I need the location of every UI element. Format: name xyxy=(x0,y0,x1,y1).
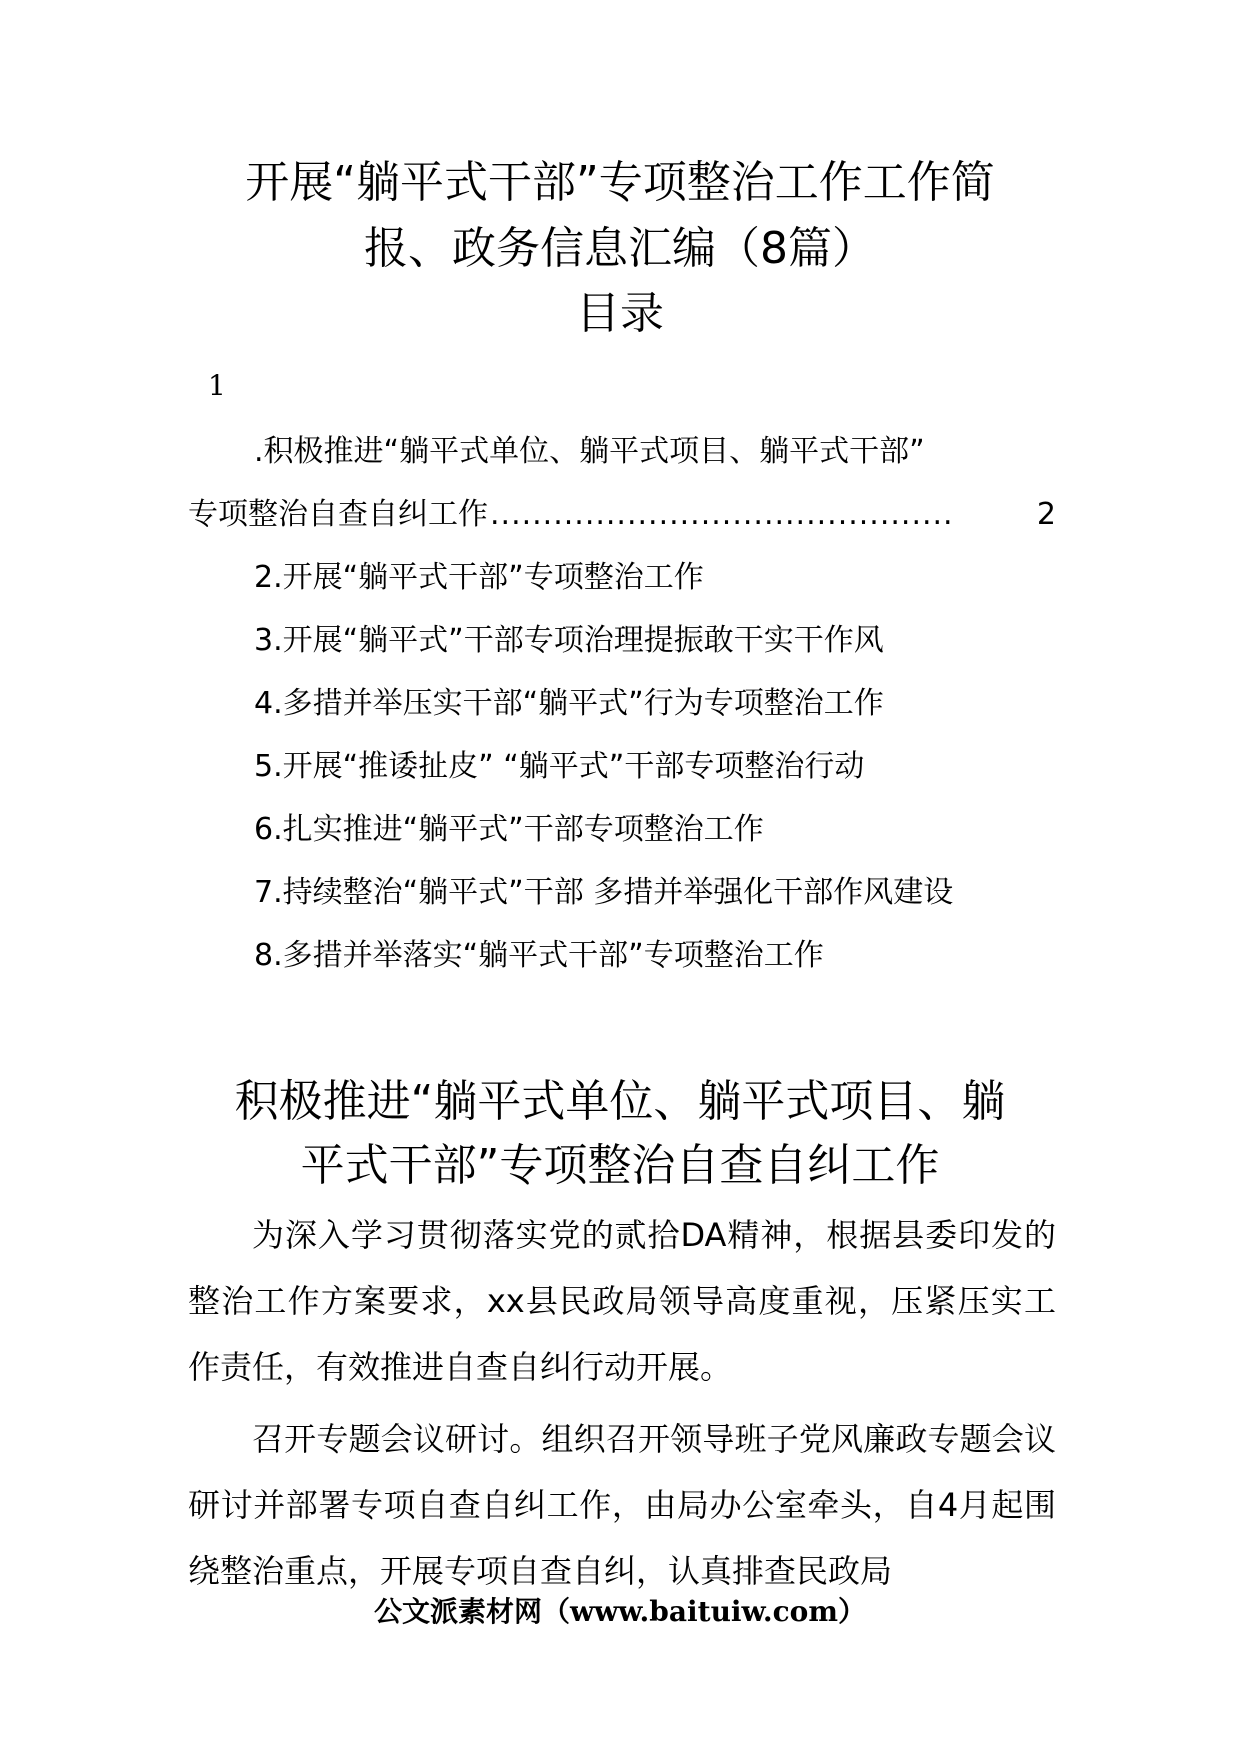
toc-item-5[interactable]: 5.开展“推诿扯皮” “躺平式”干部专项整治行动 xyxy=(254,749,865,784)
table-of-contents xyxy=(188,420,1056,987)
toc-heading: 目录 xyxy=(576,288,664,339)
toc-item-2[interactable]: 2.开展“躺平式干部”专项整治工作 xyxy=(254,560,704,595)
toc-item-1-leader-row xyxy=(188,483,1056,546)
toc-item-4[interactable]: 4.多措并举压实干部“躺平式”行为专项整治工作 xyxy=(254,686,884,721)
document-title-line2: 报、政务信息汇编（8篇） xyxy=(364,223,876,274)
toc-item-7[interactable]: 7.持续整治“躺平式”干部 多措并举强化干部作风建设 xyxy=(254,875,954,910)
article-title-line2: 平式干部”专项整治自查自纠工作 xyxy=(300,1140,940,1191)
toc-item-1-line1: .积极推进“躺平式单位、躺平式项目、躺平式干部” xyxy=(254,434,925,469)
toc-number-label: 1 xyxy=(208,369,226,402)
toc-item-1[interactable] xyxy=(188,420,1056,546)
toc-page-number: 2 xyxy=(1036,497,1056,532)
footer-watermark: 公文派素材网（www.baituiw.com） xyxy=(374,1595,866,1628)
body-paragraph: 为深入学习贯彻落实党的贰拾DA精神，根据县委印发的整治工作方案要求，xx县民政局领导高度重视，压紧压实工作责任，有效推进自查自纠行动开展。 xyxy=(188,1216,1056,1386)
toc-item-1-line2: 专项整治自查自纠工作 xyxy=(188,497,488,532)
toc-leader-dots: ............................................ xyxy=(490,497,954,532)
toc-item-6[interactable]: 6.扎实推进“躺平式”干部专项整治工作 xyxy=(254,812,764,847)
article-body xyxy=(188,1202,1056,1610)
toc-item-3[interactable]: 3.开展“躺平式”干部专项治理提振敢干实干作风 xyxy=(254,623,884,658)
article-title-line1: 积极推进“躺平式单位、躺平式项目、躺 xyxy=(234,1076,1006,1127)
body-paragraph: 召开专题会议研讨。组织召开领导班子党风廉政专题会议研讨并部署专项自查自纠工作，由局办公室牵头，自4月起围绕整治重点，开展专项自查自纠，认真排查民政局 xyxy=(188,1420,1056,1590)
document-title xyxy=(180,150,1060,282)
toc-item-8[interactable]: 8.多措并举落实“躺平式干部”专项整治工作 xyxy=(254,938,824,973)
article-title xyxy=(180,1070,1060,1198)
document-title-line1: 开展“躺平式干部”专项整治工作工作简 xyxy=(245,157,995,208)
